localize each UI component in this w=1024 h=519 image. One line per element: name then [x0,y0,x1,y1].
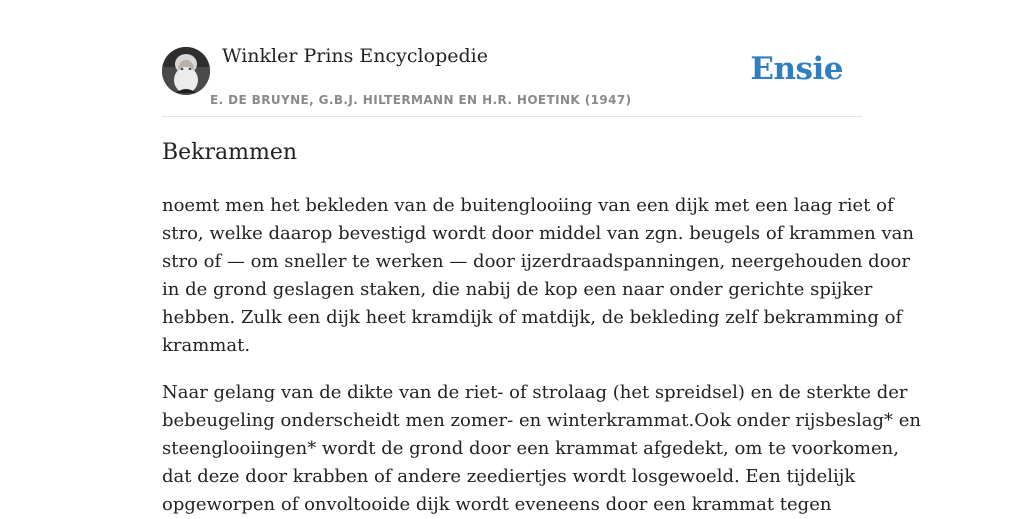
entry-paragraph-2 [162,379,921,519]
brand-logo[interactable]: Ensie [750,51,843,87]
author-portrait-image [162,47,210,95]
page [162,0,921,515]
authors-byline: E. DE BRUYNE, G.B.J. HILTERMANN EN H.R. HOETINK (1947) [210,93,632,107]
text-line: krammat. [162,335,251,356]
text-line: bebeugeling onderscheidt men zomer- en winterkrammat.Ook onder rijsbeslag* en [162,410,921,431]
author-portrait [162,47,210,95]
text-line: in de grond geslagen staken, die nabij de kop een naar onder gerichte spijker [162,279,873,300]
entry-title: Bekrammen [162,140,298,165]
text-line: Naar gelang van de dikte van de riet- of strolaag (het spreidsel) en de sterkte der [162,382,908,403]
text-line: noemt men het bekleden van de buitenglooiing van een dijk met een laag riet of [162,195,894,216]
entry-paragraph-1 [162,192,914,360]
text-line: dat deze door krabben of andere zeediertjes wordt losgewoeld. Een tijdelijk [162,466,856,487]
text-line: hebben. Zulk een dijk heet kramdijk of matdijk, de bekleding zelf bekramming of [162,307,903,328]
text-line: opgeworpen of onvoltooide dijk wordt eveneens door een krammat tegen [162,494,832,515]
site-title[interactable]: Winkler Prins Encyclopedie [222,45,488,67]
header [162,0,862,117]
text-line: steenglooiingen* wordt de grond door een krammat afgedekt, om te voorkomen, [162,438,899,459]
text-line: stro of — om sneller te werken — door ijzerdraadspanningen, neergehouden door [162,251,910,272]
text-line: stro, welke daarop bevestigd wordt door middel van zgn. beugels of krammen van [162,223,914,244]
